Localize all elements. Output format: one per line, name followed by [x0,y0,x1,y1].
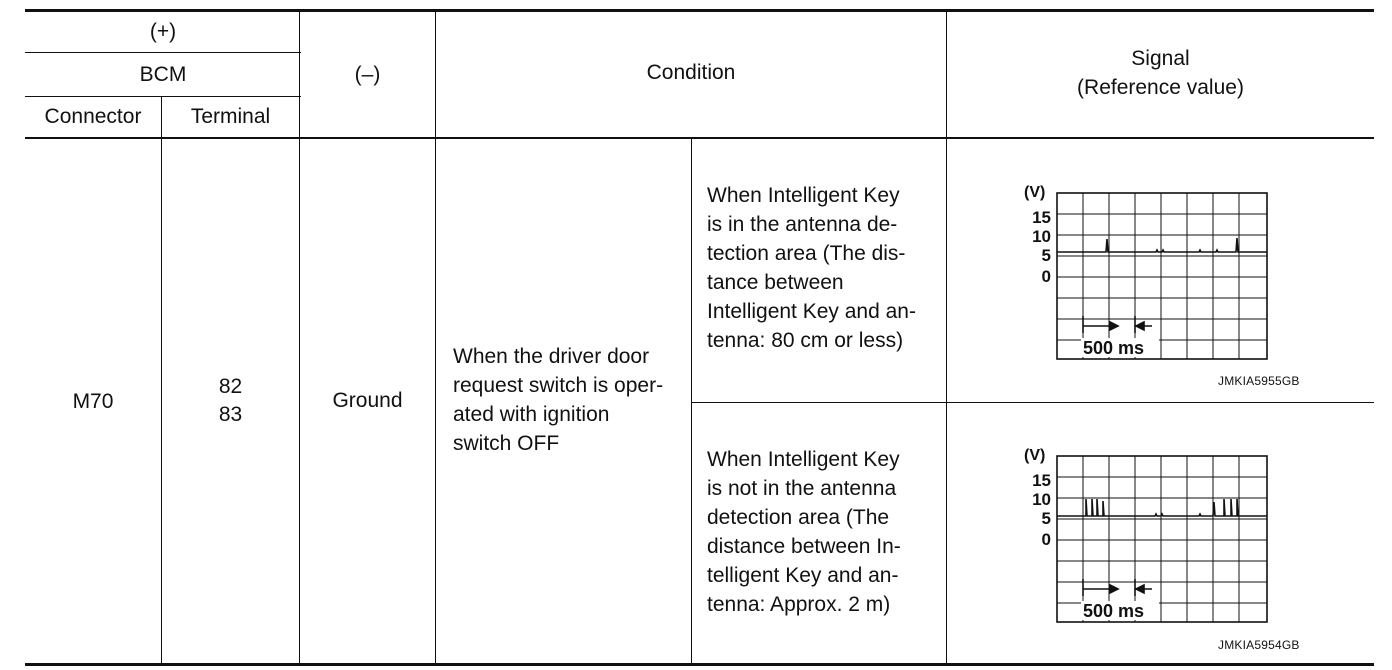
time-scale-label: 500 ms [1083,601,1145,621]
main-condition-line: ated with ignition [453,403,610,426]
waveform-trace [1057,238,1267,252]
col-divider-4 [691,139,692,665]
header-bottom-border [25,137,1374,139]
sub-condition-line: distance between In- [707,535,901,558]
terminal-value-83: 83 [218,403,243,426]
waveform-trace [1057,499,1267,516]
graph-grid [1057,193,1267,359]
col-divider-3 [435,11,436,665]
connector-value: M70 [72,390,114,413]
graph-tick-label: 15 [1032,471,1051,490]
main-condition-line: When the driver door [453,345,650,368]
header-signal: Signal [1131,47,1190,70]
signal-waveform-graph-2 [1010,441,1310,651]
sub-condition-divider [691,402,1374,403]
plus-bcm-divider [25,52,301,53]
graph-tick-label: 15 [1032,208,1051,227]
graph-tick-label: 5 [1041,246,1051,265]
bcm-subheader-divider [25,96,301,97]
figure-code-2: JMKIA5954GB [1218,638,1300,652]
graph-unit-label: (V) [1024,447,1046,464]
sub-condition-line: detection area (The [707,506,890,529]
sub-condition-line: telligent Key and an- [707,564,899,587]
sub-condition-key-not-in-area [707,445,901,619]
main-condition-line: request switch is oper- [453,374,664,397]
graph-unit-label: (V) [1024,184,1046,201]
graph-tick-label: 0 [1041,267,1051,286]
header-bcm: BCM [139,63,187,86]
sub-condition-line: When Intelligent Key [707,448,900,471]
sub-condition-line: When Intelligent Key [707,184,900,207]
main-condition-line: switch OFF [453,432,560,455]
col-divider-2 [299,11,300,665]
header-plus: (+) [149,20,177,43]
sub-condition-line: Intelligent Key and an- [707,300,916,323]
header-minus: (–) [354,63,381,86]
col-divider-5 [946,11,947,665]
sub-condition-key-in-area [707,181,916,355]
sub-condition-line: is in the antenna de- [707,213,898,236]
header-condition: Condition [646,61,736,84]
time-scale-label: 500 ms [1083,338,1145,358]
sub-condition-line: tenna: 80 cm or less) [707,329,904,352]
header-connector: Connector [44,105,142,128]
header-terminal: Terminal [190,105,271,128]
signal-waveform-graph-1 [1010,178,1310,388]
top-border [25,9,1374,12]
sub-condition-line: tenna: Approx. 2 m) [707,593,891,616]
main-condition [453,342,663,458]
header-reference-value: (Reference value) [1077,76,1244,99]
graph-tick-label: 10 [1032,227,1051,246]
graph-tick-label: 0 [1041,530,1051,549]
terminal-value-82: 82 [218,375,243,398]
graph-grid [1057,456,1267,622]
graph-tick-label: 5 [1041,509,1051,528]
sub-condition-line: tection area (The dis- [707,242,906,265]
sub-condition-line: is not in the antenna [707,477,897,500]
sub-condition-line: tance between [707,271,844,294]
figure-code-1: JMKIA5955GB [1218,374,1300,388]
minus-value: Ground [332,389,403,412]
graph-tick-label: 10 [1032,490,1051,509]
bottom-border [25,663,1374,666]
